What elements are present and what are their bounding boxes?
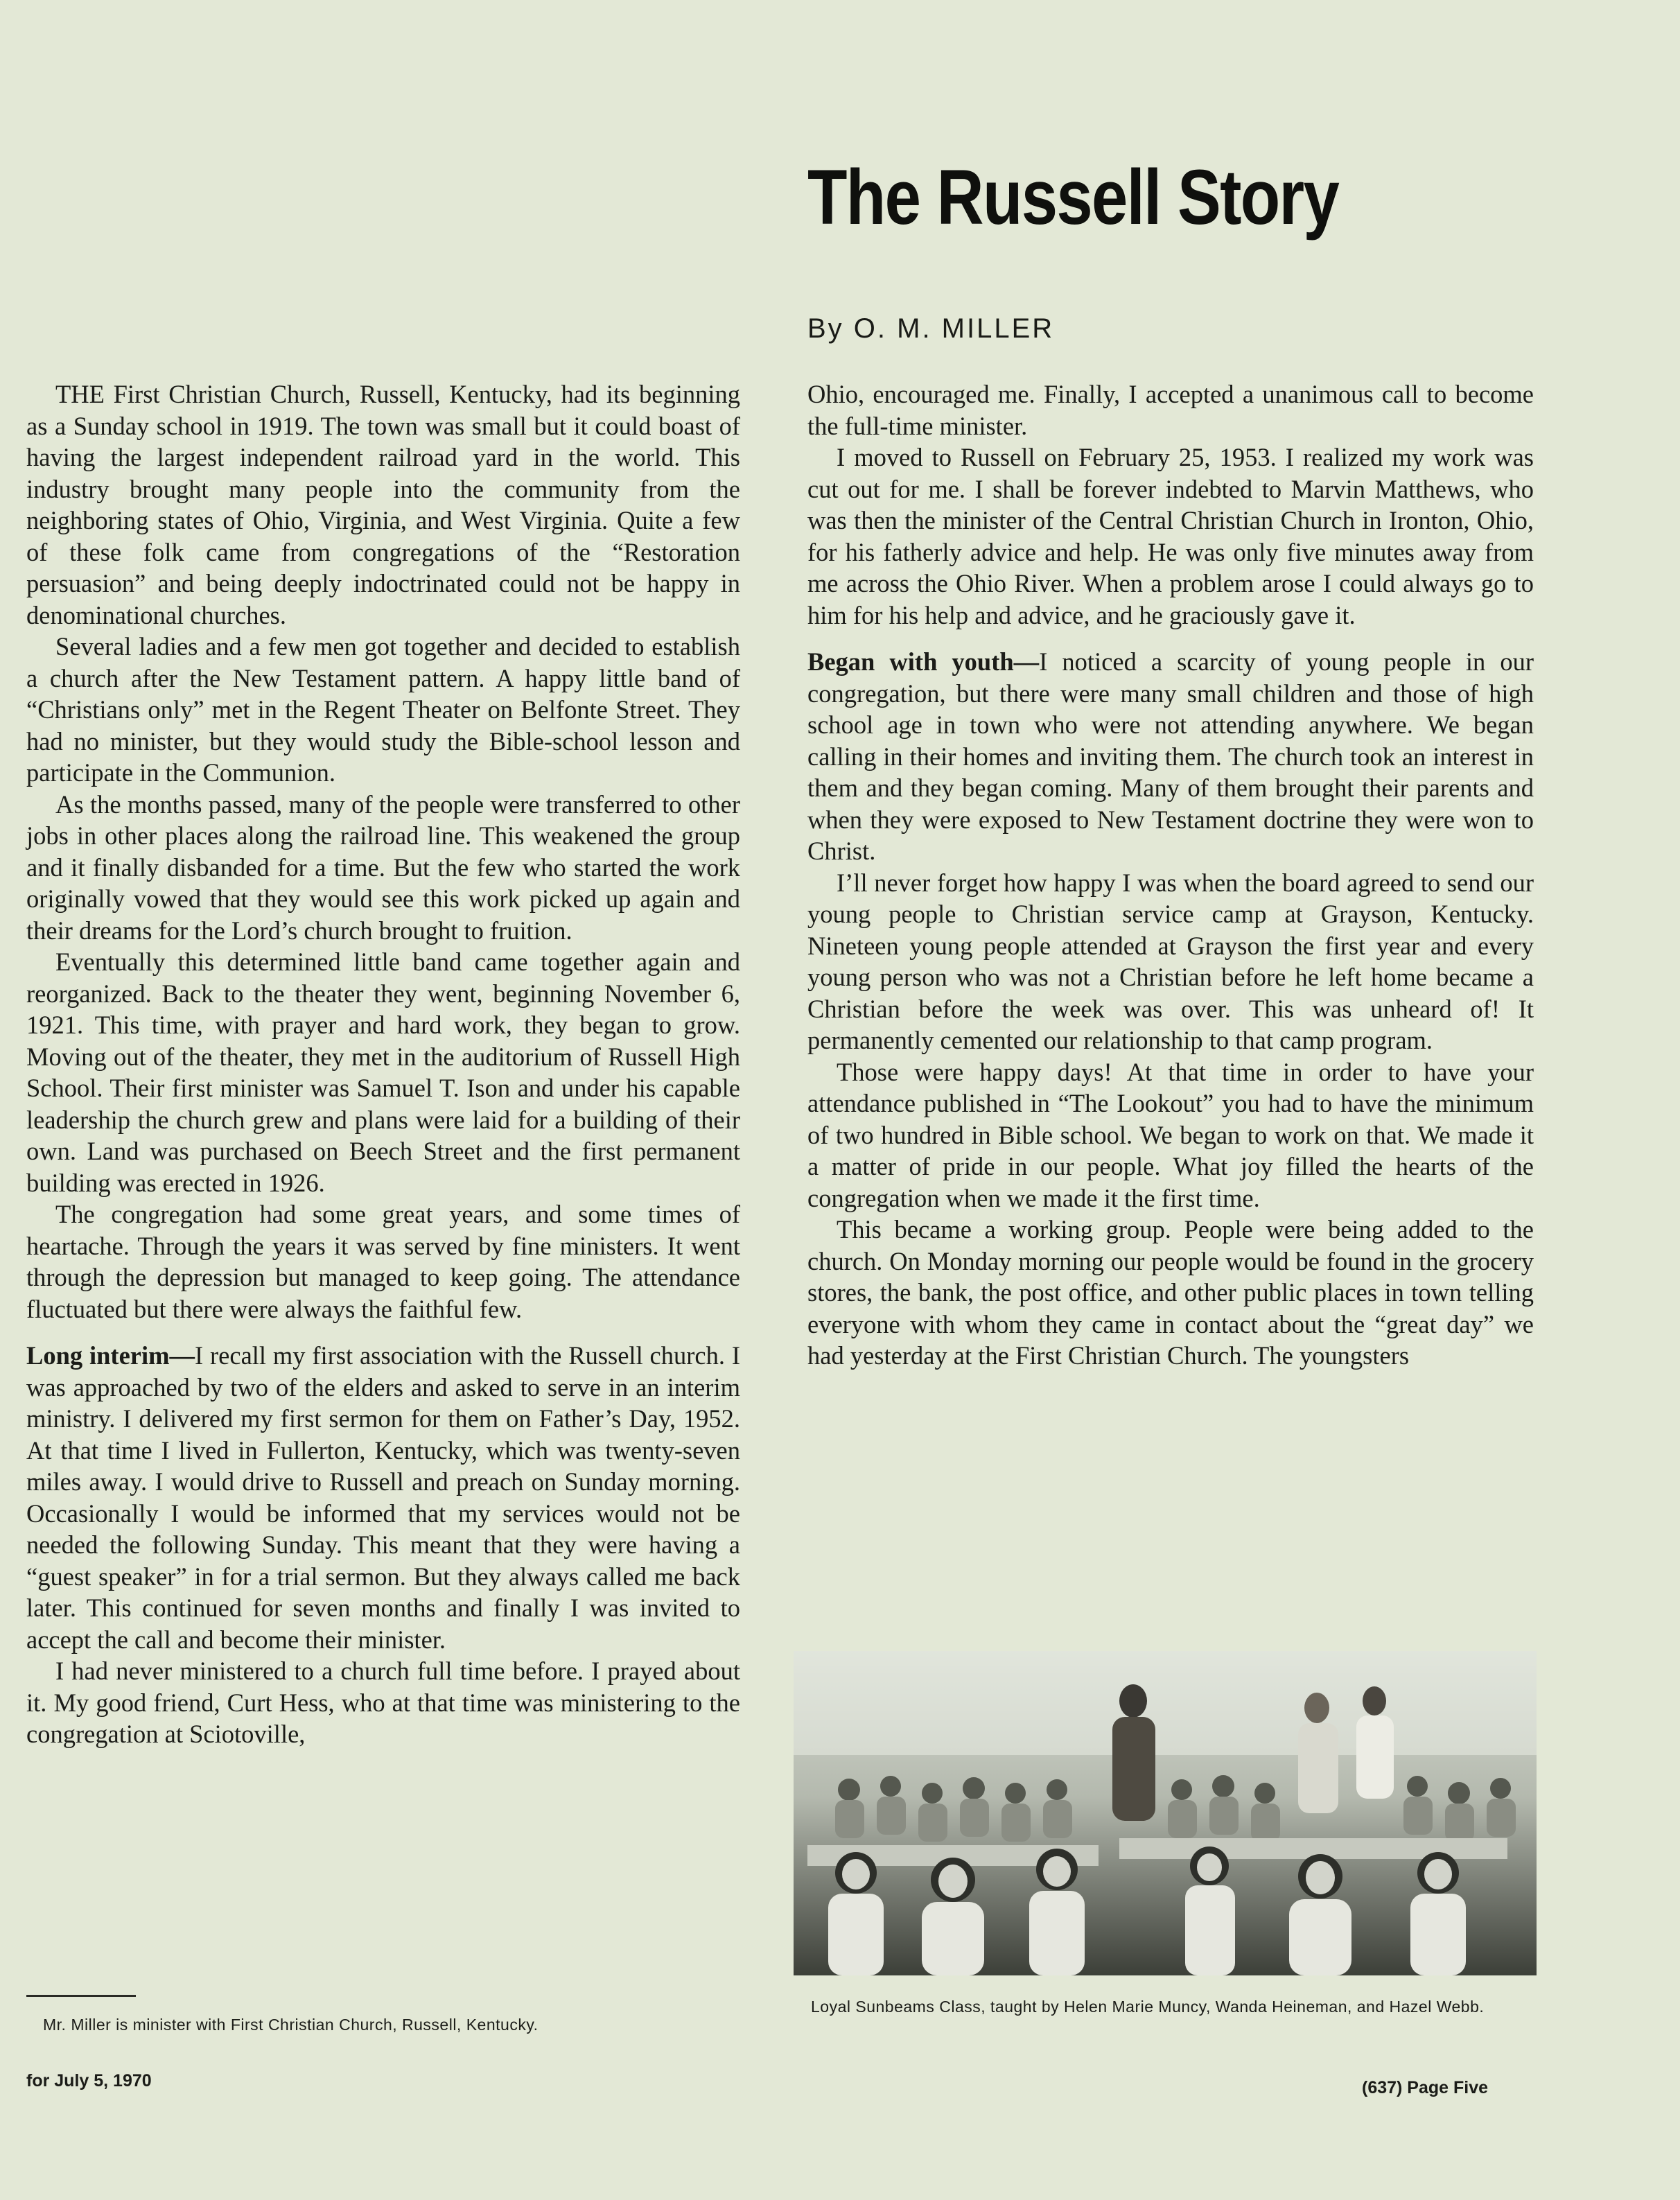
paragraph: Those were happy days! At that time in order to have your attendance published in “The Lookout” you had to have the minimum of two hundred in Bible school. We began to work on that. We made it a matter of pride in our people. What joy filled the hearts of the congregation when we made it the first time. [807,1057,1534,1212]
paragraph-long-interim [26,1340,740,1655]
section-heading: Began with youth— [807,647,1040,676]
paragraph: Ohio, encouraged me. Finally, I accepted a unanimous call to become the full-time minister. [807,380,1534,440]
section-heading: Long interim— [26,1341,195,1370]
paragraph: Several ladies and a few men got together and decided to establish a church after the New Testament pattern. A happy little band of “Christians only” met in the Regent Theater on Belfonte Street. They had no minister, but they would study the Bible-school lesson and participate in the Communion. [26,632,740,787]
left-column [26,378,740,1750]
article-title: The Russell Story [807,154,1339,241]
paragraph: I moved to Russell on February 25, 1953. I realized my work was cut out for me. I shall be forever indebted to Marvin Matthews, who was then the minister of the Central Christian Church in Ironton, Ohio, for his fatherly advice and help. He was only five minutes away from me across the Ohio River. When a problem arose I could always go to him for his help and advice, and he graciously gave it. [807,443,1534,629]
paragraph-text: I noticed a scarcity of young people in our congregation, but there were many small children and those of high school age in town who were not attending anywhere. We began calling in their homes and inviting them. The church took an interest in them and they began coming. Many of them brought their parents and when they were exposed to New Testament doctrine they were won to Christ. [807,647,1534,865]
paragraph: This became a working group. People were being added to the church. On Monday morning our people would be found in the grocery stores, the bank, the post office, and other public places in town telling everyone with whom they came in contact about the “great day” we had yesterday at the First Christian Church. The youngsters [807,1215,1534,1370]
photo-caption: Loyal Sunbeams Class, taught by Helen Marie Muncy, Wanda Heineman, and Hazel Webb. [811,1998,1485,2016]
paragraph: The congregation had some great years, and some times of heartache. Through the years it was served by fine ministers. It went through the depression but managed to keep going. The attendance fluctuated but there were always the faithful few. [26,1200,740,1323]
right-column [807,378,1534,1372]
issue-date: for July 5, 1970 [26,2071,152,2090]
class-photo [794,1651,1537,1975]
paragraph-began-with-youth [807,646,1534,867]
class-photo-image [794,1651,1537,1975]
paragraph: THE First Christian Church, Russell, Kentucky, had its beginning as a Sunday school in 1919. The town was small but it could boast of having the largest independent railroad yard in the world. This industry brought many people into the community from the neighboring states of Ohio, Virginia, and West Virginia. Quite a few of these folk came from congregations of the “Restoration persuasion” and being deeply indoctrinated could not be happy in denominational churches. [26,380,740,629]
paragraph-text: I recall my first association with the Russell church. I was approached by two of the elders and asked to serve in an interim ministry. I delivered my first sermon for them on Father’s Day, 1952. At that time I lived in Fullerton, Kentucky, which was twenty-seven miles away. I would drive to Russell and preach on Sunday morning. Occasionally I would be informed that my services would not be needed the following Sunday. This meant that they were having a “guest speaker” in for a trial sermon. But they always called me back later. This continued for seven months and finally I was invited to accept the call and become their minister. [26,1341,740,1654]
article-byline: By O. M. MILLER [807,313,1055,344]
author-footnote: Mr. Miller is minister with First Christian Church, Russell, Kentucky. [43,2016,539,2034]
paragraph: I had never ministered to a church full time before. I prayed about it. My good friend, Curt Hess, who at that time was ministering to the congregation at Sciotoville, [26,1657,740,1748]
paragraph: I’ll never forget how happy I was when the board agreed to send our young people to Christian service camp at Grayson, Kentucky. Nineteen young people attended at Grayson the first year and every young person who was not a Christian before he left home became a Christian before the week was over. This was unheard of! It permanently cemented our relationship to that camp program. [807,868,1534,1054]
footnote-divider [26,1995,136,1997]
paragraph: As the months passed, many of the people were transferred to other jobs in other places along the railroad line. This weakened the group and it finally disbanded for a time. But the few who started the work originally vowed that they would see this work picked up again and their dreams for the Lord’s church brought to fruition. [26,789,740,945]
page-number: (637) Page Five [1362,2078,1489,2097]
paragraph: Eventually this determined little band came together again and reorganized. Back to the theater they went, beginning November 6, 1921. This time, with prayer and hard work, they began to grow. Moving out of the theater, they met in the auditorium of Russell High School. Their first minister was Samuel T. Ison and under his capable leadership the church grew and plans were laid for a building of their own. Land was purchased on Beech Street and the first permanent building was erected in 1926. [26,948,740,1197]
